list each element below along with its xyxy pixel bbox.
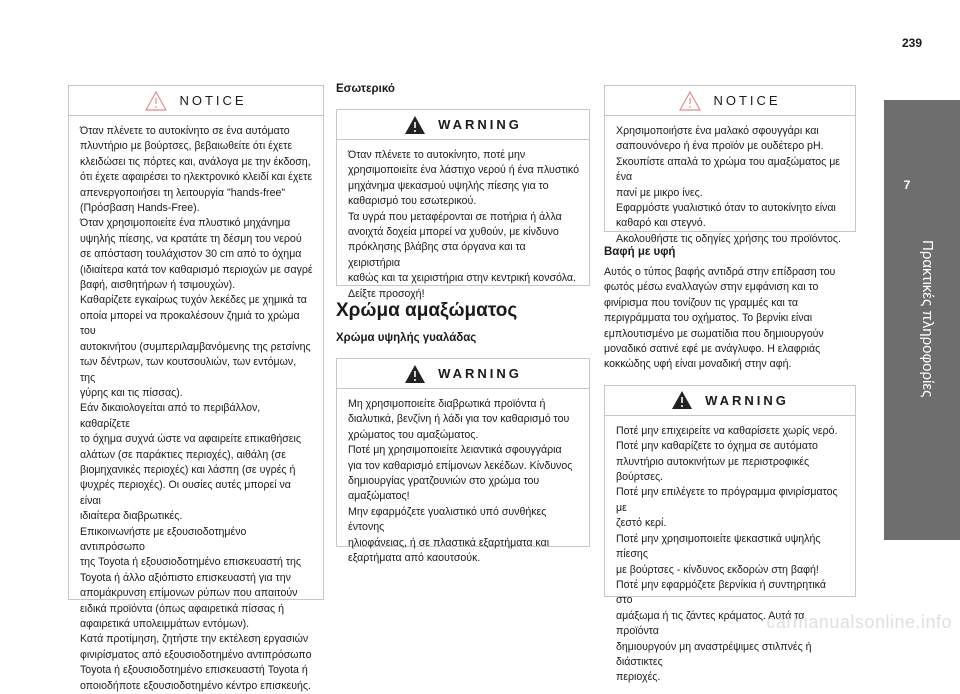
warning-box-interior xyxy=(336,109,590,300)
notice-triangle-icon xyxy=(679,91,701,111)
warning-label: WARNING xyxy=(705,392,789,408)
chapter-side-tab xyxy=(884,100,960,540)
notice-label: NOTICE xyxy=(713,93,781,108)
interior-heading: Εσωτερικό xyxy=(336,83,395,95)
notice-triangle-icon xyxy=(145,91,167,111)
notice-header xyxy=(605,86,855,116)
notice-text-paint: Χρησιμοποιήστε ένα μαλακό σφουγγάρι και σαπουνόνερο ή ένα προϊόν με ουδέτερο pH. Σκουπίστε απαλά το χρώμα του αμαξώματος με ένα πανί με μικρο ίνες. Εφαρμόστε γυαλιστικό όταν το αυτοκίνητο είναι καθαρό και στεγνό. Ακολουθήστε τις οδηγίες χρήσης του προϊόντος. xyxy=(616,125,841,245)
notice-box-paint xyxy=(604,85,856,245)
warning-box-gloss xyxy=(336,358,590,565)
chapter-title: Πρακτικές πληροφορίες xyxy=(919,240,936,398)
notice-box xyxy=(68,85,324,692)
middle-column xyxy=(336,83,590,565)
matte-text: Αυτός ο τύπος βαφής αντιδρά στην επίδραση του φωτός μέσω εναλλαγών στην εμφάνιση και το φινίρισμα που τονίζουν τις γραμμές και τα περιγράμματα του οχήματος. Το βερνίκι είναι εμπλουτισμένο με σωματίδια που δημιουργούν μοναδικό σατινέ εφέ με ανάγλυφο. Η ελαφριάς κοκκώδης υφή είναι μοναδική στην αφή. xyxy=(604,266,836,371)
watermark: carmanualsonline.info xyxy=(766,612,952,632)
warning-triangle-icon xyxy=(404,115,426,135)
right-column xyxy=(604,85,856,684)
warning-text-gloss: Μη χρησιμοποιείτε διαβρωτικά προϊόντα ή διαλυτικά, βενζίνη ή λάδι για τον καθαρισμό του χρώματος του αμαξώματος. Ποτέ μη χρησιμοποιείτε λειαντικά σφουγγάρια για τον καθαρισμό επίμονων λεκέδων. Κίνδυνος δημιουργίας γρατζουνιών στο χρώμα του αμαξώματος! Μην εφαρμόζετε γυαλιστικό υπό συνθήκες έντονης ηλιοφάνειας, ή σε πλαστικά εξαρτήματα και εξαρτήματα από καουτσούκ. xyxy=(348,398,573,565)
chapter-number: 7 xyxy=(903,178,911,192)
warning-text-interior: Όταν πλένετε το αυτοκίνητο, ποτέ μην χρησιμοποιείτε ένα λάστιχο νερού ή ένα πλυστικό μηχάνημα ψεκασμού υψηλής πίεσης για το καθαρισμό του εσωτερικού. Τα υγρά που μεταφέρονται σε ποτήρια ή άλλα ανοιχτά δοχεία μπορεί να χυθούν, με κίνδυνο πρόκλησης βλάβης στα όργανα και τα χειριστήρια καθώς και τα χειριστήρια στην κεντρική κονσόλα. Δείξτε προσοχή! xyxy=(348,149,579,300)
matte-heading: Βαφή με υφή xyxy=(604,246,676,258)
notice-header xyxy=(69,86,323,116)
warning-box-matte xyxy=(604,385,856,684)
section-title: Χρώμα αμαξώματος xyxy=(336,300,518,321)
notice-label: NOTICE xyxy=(179,93,247,108)
warning-label: WARNING xyxy=(438,366,522,381)
warning-label: WARNING xyxy=(438,117,522,132)
warning-header xyxy=(605,386,855,416)
warning-header xyxy=(337,110,589,140)
warning-text-matte: Ποτέ μην επιχειρείτε να καθαρίσετε χωρίς νερό. Ποτέ μην καθαρίζετε το όχημα σε αυτόματο πλυντήριο αυτοκινήτων με περιστροφικές βούρτσες. Ποτέ μην επιλέγετε το πρόγραμμα φινιρίσματος με ζεστό κερί. Ποτέ μην χρησιμοποιείτε ψεκαστικά υψηλής πίεσης με βούρτσες - κίνδυνος εκδορών στη βαφή! Ποτέ μην εφαρμόζετε βερνίκια ή συντηρητικά στο αμάξωμα ή τις ζάντες κράματος. Αυτά τα προϊόντα δημιουργούν μη αναστρέψιμες στιλπνές ή διάστικτες περιοχές. xyxy=(616,424,838,684)
gloss-heading: Χρώμα υψηλής γυαλάδας xyxy=(336,332,477,344)
warning-triangle-icon xyxy=(671,390,693,410)
left-column xyxy=(68,85,324,692)
notice-text: Όταν πλένετε το αυτοκίνητο σε ένα αυτόματο πλυντήριο με βούρτσες, βεβαιωθείτε ότι έχετε κλειδώσει τις πόρτες και, ανάλογα με την έκδοση, ότι έχετε αφαιρέσει το ηλεκτρονικό κλειδί και έχετε απενεργοποιήσει τη λειτουργία "hands-free" (Πρόσβαση Hands-Free). Όταν χρησιμοποιείτε ένα πλυστικό μηχάνημα υψηλής πίεσης, να κρατάτε τη δέσμη του νερού σε απόσταση τουλάχιστον 30 cm από το όχημα (ιδιαίτερα κατά τον καθαρισμό περιοχών με σαγρέ βαφή, αισθητήρων ή τσιμουχών). Καθαρίζετε εγκαίρως τυχόν λεκέδες με χημικά τα οποία μπορεί να προκαλέσουν ζημιά το χρώμα του αυτοκινήτου (συμπεριλαμβανόμενης της ρετσίνης των δέντρων, των κουτσουλιών, των εντόμων, της γύρης και τις πίσσας). Εάν δικαιολογείται από το περιβάλλον, καθαρίζετε το όχημα συχνά ώστε να αφαιρείτε επικαθήσεις αλάτων (σε παράκτιες περιοχές), αιθάλη (σε βιομηχανικές περιοχές) και λάσπη (σε υγρές ή ψυχρές περιοχές). Οι ουσίες αυτές μπορεί να είναι ιδιαίτερα διαβρωτικές. Επικοινωνήστε με εξουσιοδοτημένο αντιπρόσωπο της Toyota ή εξουσιοδοτημένο επισκευαστή της Toyota ή άλλο αξιόπιστο επισκευαστή για την απομάκρυνση επίμονων ρύπων που απαιτούν ειδικά προϊόντα (όπως αφαιρετικά πίσσας ή αφαιρετικά υπολειμμάτων εντόμων). Κατά προτίμηση, ζητήστε την εκτέλεση εργασιών φινιρίσματος από εξουσιοδοτημένο αντιπρόσωπο Toyota ή εξουσιοδοτημένο επισκευαστή Toyota ή οποιοδήποτε εξουσιοδοτημένο κέντρο επισκευής. xyxy=(80,125,313,692)
warning-header xyxy=(337,359,589,389)
warning-triangle-icon xyxy=(404,364,426,384)
page-number: 239 xyxy=(901,36,922,50)
